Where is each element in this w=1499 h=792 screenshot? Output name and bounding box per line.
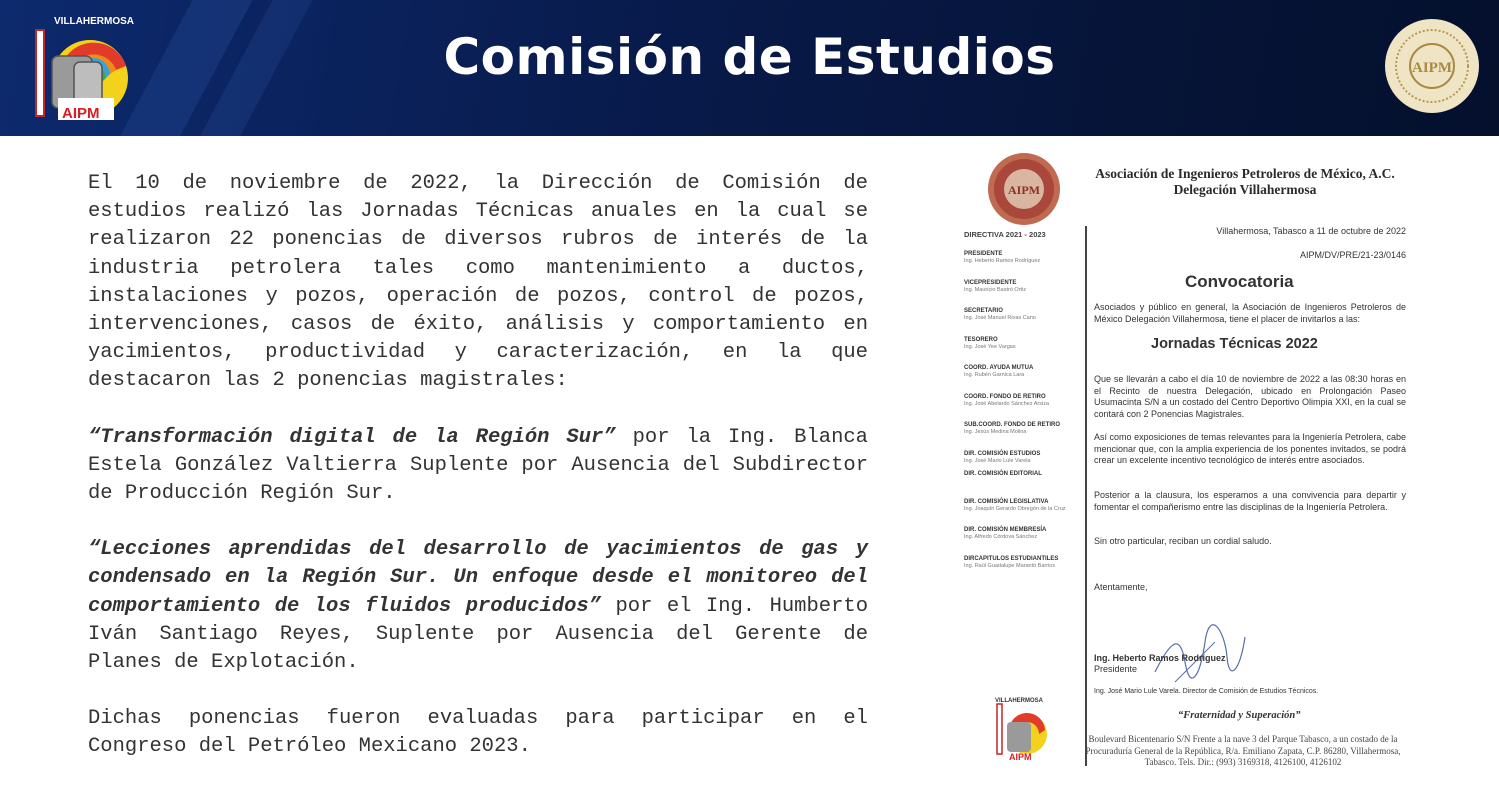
closing-paragraph: Dichas ponencias fueron evaluadas para participar en el Congreso del Petróleo Mexicano 2023. — [88, 707, 868, 759]
sidebar-item — [964, 556, 1082, 576]
sidebar-person: Ing. José Manuel Rivas Cano — [964, 315, 1036, 321]
sidebar-person: Ing. Rubén Garnica Lara — [964, 372, 1025, 378]
logo-left-caption: VILLAHERMOSA — [54, 16, 134, 27]
letter-paragraph-3: Posterior a la clausura, los esperamos a una convivencia para departir y fomentar el compañerismo entre las disciplinas de la Ingeniería Petrolera. — [1094, 490, 1406, 512]
talk-2-paragraph — [88, 536, 868, 677]
letter-paragraph-2: Así como exposiciones de temas relevantes para la Ingeniería Petrolera, cabe mencionar que, con la amplia experiencia de los ponentes invitados, se podrá crear un excelente incentivo tecnológico de interés entre asociados. — [1094, 432, 1406, 465]
talk-1-speaker: por la Ing. Blanca Estela González Valtierra Suplente por Ausencia del Subdirector de Producción Región Sur. — [88, 425, 868, 506]
letter-event: Jornadas Técnicas 2022 — [1151, 336, 1318, 352]
footer-logo-caption: VILLAHERMOSA — [995, 698, 1043, 704]
sidebar-person: Ing. José Yee Vargas — [964, 343, 1016, 350]
aipm-seal-icon — [987, 152, 1061, 226]
header-banner — [0, 0, 1499, 136]
sidebar-item — [964, 280, 1082, 309]
sidebar-role: VICEPRESIDENTE — [964, 279, 1017, 286]
talk-1-title: “Transformación digital de la Región Sur” — [88, 425, 616, 449]
logo-right-caption: AIPM — [1412, 60, 1452, 76]
talk-2-title: “Lecciones aprendidas del desarrollo de yacimientos de gas y condensado en la Región Sur. Un enfoque desde el monitoreo del comportamiento de los fluidos producidos” — [88, 538, 868, 618]
talk-1-paragraph — [88, 424, 868, 509]
sidebar-item — [964, 499, 1082, 528]
sidebar-person: Ing. Jesús Medina Molina — [964, 429, 1027, 435]
letter-intro: Asociados y público en general, la Asociación de Ingenieros Petroleros de México Delegación Villahermosa, tiene el placer de invitarlos a las: — [1094, 302, 1406, 324]
seal-caption: AIPM — [1008, 183, 1040, 197]
letter-paragraph-1: Que se llevarán a cabo el día 10 de noviembre de 2022 a las 08:30 horas en el Recinto de nuestra Delegación, ubicado en Prolongación Paseo Usumacinta S/N a un costado del Centro Deportivo Olimpia XXI, en la cual se contará con 2 Ponencias Magistrales. — [1094, 374, 1406, 419]
letter-footer-logo — [993, 696, 1049, 762]
footer-logo-brand: AIPM — [1009, 752, 1032, 762]
letter-signer-role: Presidente — [1094, 664, 1138, 674]
sidebar-role: PRESIDENTE — [964, 251, 1003, 257]
org-name: Asociación de Ingenieros Petroleros de México, A.C. — [1095, 166, 1395, 181]
sidebar-item — [964, 365, 1082, 394]
sidebar-role: SUB.COORD. FONDO DE RETIRO — [964, 422, 1061, 428]
sidebar-item — [964, 251, 1082, 280]
letter-cc: Ing. José Mario Lule Varela. Director de Comisión de Estudios Técnicos. — [1094, 688, 1319, 695]
sidebar-person: Ing. Raúl Guadalupe Marantó Barrios — [964, 562, 1056, 569]
intro-paragraph: El 10 de noviembre de 2022, la Dirección de Comisión de estudios realizó las Jornadas Técnicas anuales en la cual se realizaron 22 ponencias de diversos rubros de interés de la industria petrolera tales como mantenimiento a ductos, instalaciones y pozos, operación de pozos, control de pozos, intervenciones, casos de éxito, análisis y comportamiento en yacimientos, productividad y caracterización, en la que destacaron las 2 ponencias magistrales: — [88, 172, 868, 393]
letter-org — [1075, 166, 1415, 198]
sidebar-item — [964, 394, 1082, 423]
sidebar-role: DIR. COMISIÓN LEGISLATIVA — [964, 498, 1049, 505]
sidebar-item — [964, 527, 1082, 556]
sidebar-role: COORD. AYUDA MUTUA — [964, 365, 1034, 371]
letter-motto: “Fraternidad y Superación” — [1178, 710, 1301, 721]
sidebar-role: DIR. COMISIÓN ESTUDIOS — [964, 450, 1041, 457]
aipm-seal-logo — [1384, 18, 1480, 114]
sidebar-person: Ing. Joaquín Gerardo Obregón de la Cruz — [964, 505, 1066, 512]
directiva-title: DIRECTIVA 2021 - 2023 — [964, 230, 1046, 239]
directiva-sidebar — [964, 230, 1082, 576]
sidebar-person: Ing. Alfredo Córdova Sánchez — [964, 534, 1038, 540]
sidebar-person: Ing. José Abelardo Sánchez Arsiza — [964, 400, 1049, 407]
sidebar-role: DIRCAPITULOS ESTUDIANTILES — [964, 555, 1059, 562]
sidebar-item — [964, 471, 1082, 499]
sidebar-role: TESORERO — [964, 336, 998, 343]
talk-2-speaker: por el Ing. Humberto Iván Santiago Reyes, Suplente por Ausencia del Gerente de Planes de Explotación. — [88, 594, 868, 675]
sidebar-item — [964, 308, 1082, 337]
page-title: Comisión de Estudios — [443, 28, 1056, 86]
letter-paragraph-4: Sin otro particular, reciban un cordial saludo. — [1094, 536, 1272, 546]
article-body — [88, 170, 868, 790]
sidebar-person: Ing. Mauricio Bastró Ortiz — [964, 286, 1027, 293]
letter-closing: Atentamente, — [1094, 582, 1148, 592]
sidebar-person: Ing. José Mario Lule Varela — [964, 457, 1031, 464]
letter-heading: Convocatoria — [1185, 272, 1294, 291]
letter-signer: Ing. Heberto Ramos Rodríguez — [1094, 653, 1226, 663]
sidebar-item — [964, 337, 1082, 366]
sidebar-role: SECRETARIO — [964, 308, 1003, 314]
letter-place-date: Villahermosa, Tabasco a 11 de octubre de 2022 — [1216, 226, 1406, 236]
letter-reference: AIPM/DV/PRE/21-23/0146 — [1299, 250, 1406, 260]
letter-address: Boulevard Bicentenario S/N Frente a la nave 3 del Parque Tabasco, a un costado de la Procuraduría General de la República, R/a. Emiliano Zapata, C.P. 86280, Villahermosa, Tabasco. Tels. Dir.: (993) 3169318, 4126100, 4126102 — [1085, 734, 1401, 767]
letter-divider — [1085, 226, 1087, 766]
convocatoria-letter — [955, 140, 1499, 792]
sidebar-person: Ing. Heberto Ramos Rodríguez — [964, 258, 1041, 264]
org-delegation: Delegación Villahermosa — [1173, 182, 1317, 197]
logo-left-brand: AIPM — [62, 105, 100, 122]
sidebar-item — [964, 451, 1082, 471]
sidebar-item — [964, 422, 1082, 451]
sidebar-role: DIR. COMISIÓN EDITORIAL — [964, 470, 1042, 477]
sidebar-role: DIR. COMISIÓN MEMBRESÍA — [964, 527, 1047, 533]
sidebar-role: COORD. FONDO DE RETIRO — [964, 393, 1046, 400]
